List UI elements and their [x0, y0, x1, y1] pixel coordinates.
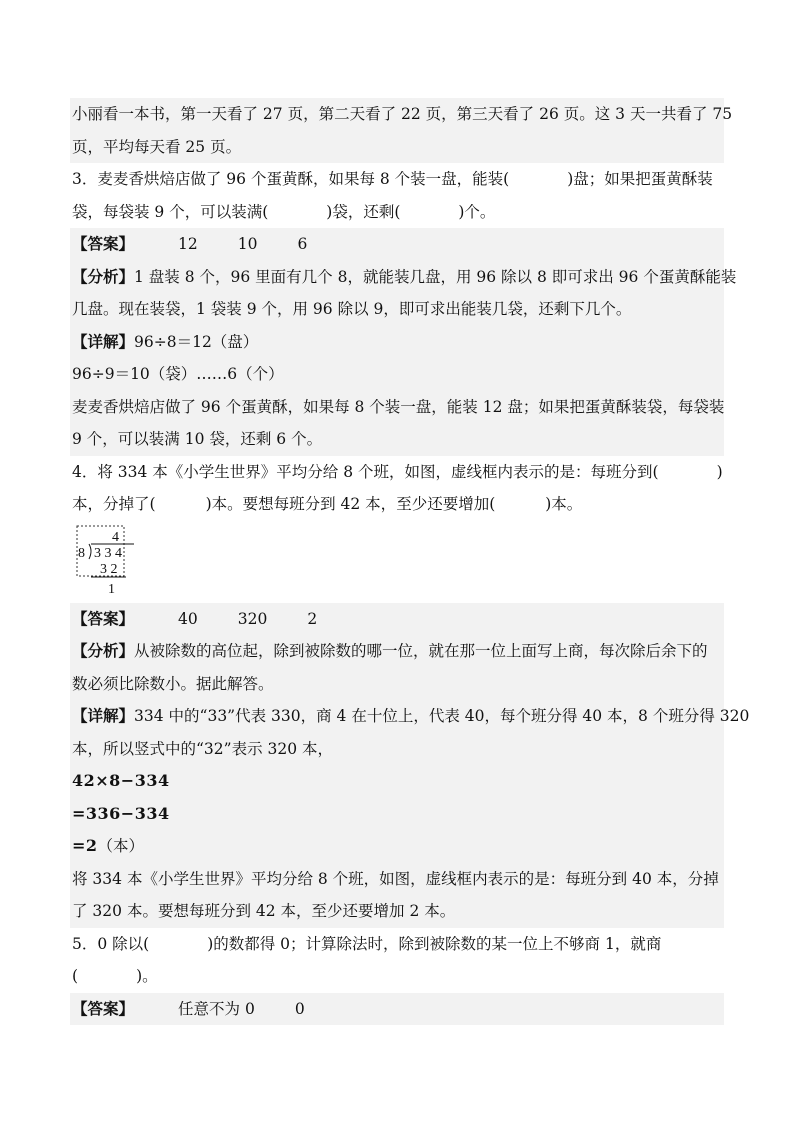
- answer-label: 【答案】: [72, 998, 135, 1018]
- answer-value: 0: [294, 999, 305, 1018]
- document-body: [70, 98, 750, 1025]
- answer-label: 【答案】: [72, 608, 135, 628]
- division-bracket: [89, 544, 91, 559]
- q3-question-line: 袋，每袋装 9 个，可以装满( )袋，还剩( )个。: [72, 202, 496, 221]
- answer-value: 12: [178, 235, 198, 253]
- answer-label: 【答案】: [72, 234, 135, 253]
- q4-math-line: =2（本）: [70, 830, 724, 863]
- product-digits: 3 2: [100, 561, 118, 577]
- analysis-label: 【分析】: [72, 266, 135, 286]
- answer-value: 40: [178, 609, 198, 628]
- q2-detail-line: 页，平均每天看 25 页。: [70, 131, 724, 164]
- answer-value: 任意不为 0: [178, 999, 255, 1018]
- quotient-digit: 4: [112, 529, 119, 545]
- q3-analysis-line: 几盘。现在装袋，1 袋装 9 个，用 96 除以 9，即可求出能装几袋，还剩下几个。: [70, 293, 724, 326]
- q3-detail-line: 9 个，可以装满 10 袋，还剩 6 个。: [70, 423, 724, 456]
- dividend-digits: 3 3 4: [94, 545, 122, 561]
- q4-detail-line: 本，所以竖式中的“32”表示 320 本，: [70, 733, 724, 766]
- q4-question-line: 本，分掉了( )本。要想每班分到 42 本，至少还要增加( )本。: [72, 495, 583, 513]
- q3-detail-line: 96÷9＝10（袋）……6（个）: [70, 358, 724, 391]
- divisor-digit: 8: [78, 545, 85, 561]
- q4-math-line: 42×8−334: [70, 765, 724, 798]
- q3-answer-line: [70, 228, 724, 261]
- q3-question-line: 3．麦麦香烘焙店做了 96 个蛋黄酥，如果每 8 个装一盘，能装( )盘；如果把蛋黄酥装: [72, 170, 713, 188]
- q4-answer-line: [70, 603, 724, 636]
- analysis-label: 【分析】: [72, 641, 135, 660]
- q3-detail-line: 【详解】96÷8＝12（盘）: [70, 326, 724, 359]
- q5-answer-line: [70, 993, 724, 1026]
- long-division-figure: [70, 521, 724, 603]
- answer-value: 6: [297, 235, 308, 253]
- q4-analysis-line: 【分析】从被除数的高位起，除到被除数的哪一位，就在那一位上面写上商，每次除后余下的: [70, 635, 724, 668]
- q4-question-line: 4．将 334 本《小学生世界》平均分给 8 个班，如图，虚线框内表示的是：每班分到( ): [72, 462, 723, 481]
- q5-question-line: ( )。: [72, 967, 158, 985]
- answer-value: 10: [237, 235, 258, 253]
- long-division-diagram: [76, 525, 146, 601]
- q3-analysis-line: 【分析】1 盘装 8 个，96 里面有几个 8，就能装几盘，用 96 除以 8 即可求出 96 个蛋黄酥能装: [70, 261, 724, 294]
- q4-analysis-line: 数必须比除数小。据此解答。: [70, 668, 724, 701]
- detail-label: 【详解】: [72, 706, 135, 725]
- answer-value: 320: [237, 609, 268, 628]
- q4-math-line: =336−334: [70, 798, 724, 831]
- q4-detail-line: 【详解】334 中的“33”代表 330，商 4 在十位上，代表 40，每个班分得 40 本，8 个班分得 320: [70, 700, 724, 733]
- detail-label: 【详解】: [72, 331, 135, 351]
- q2-detail-line: 小丽看一本书，第一天看了 27 页，第二天看了 22 页，第三天看了 26 页。这 3 天一共看了 75: [70, 98, 724, 131]
- q5-question-line: 5．0 除以( )的数都得 0；计算除法时，除到被除数的某一位上不够商 1，就商: [72, 934, 662, 953]
- q4-detail-line: 了 320 本。要想每班分到 42 本，至少还要增加 2 本。: [70, 895, 724, 928]
- remainder-digit: 1: [108, 581, 115, 597]
- q3-detail-line: 麦麦香烘焙店做了 96 个蛋黄酥，如果每 8 个装一盘，能装 12 盘；如果把蛋黄酥装袋，每袋装: [70, 391, 724, 424]
- q4-detail-line: 将 334 本《小学生世界》平均分给 8 个班，如图，虚线框内表示的是：每班分到 40 本，分掉: [70, 863, 724, 896]
- answer-value: 2: [307, 609, 318, 628]
